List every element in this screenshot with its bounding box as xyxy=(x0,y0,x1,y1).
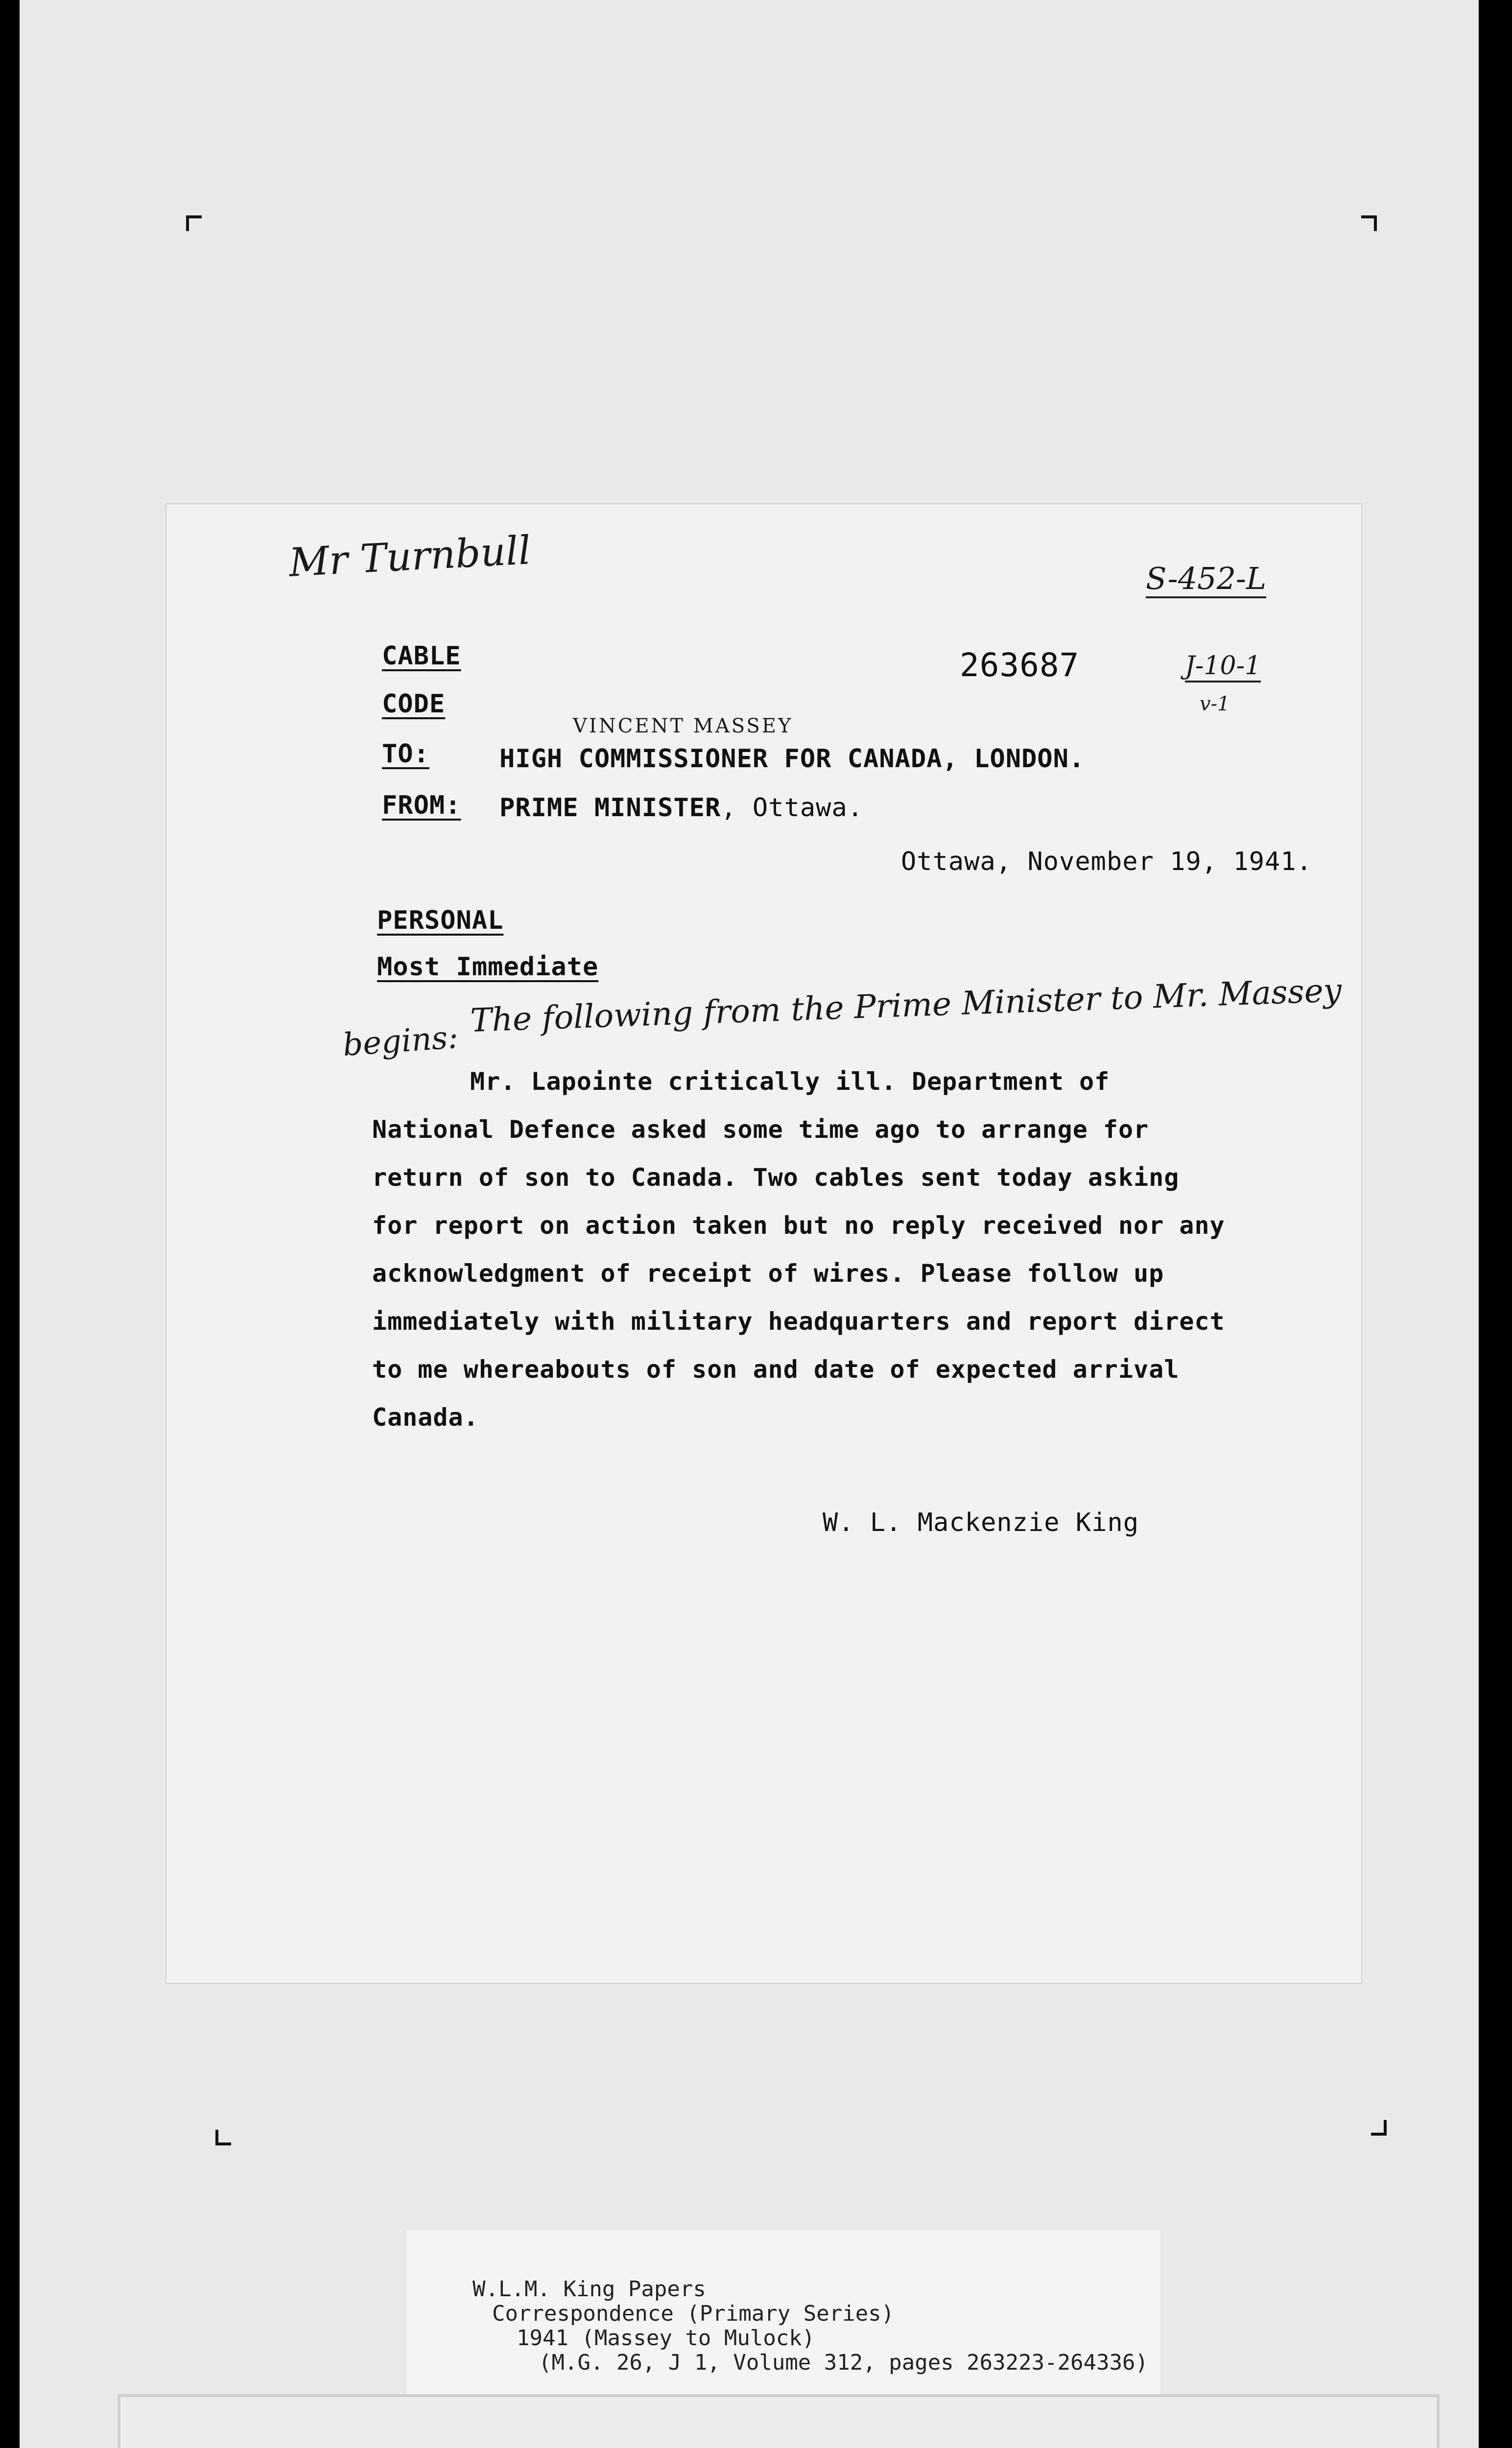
date-line: Ottawa, November 19, 1941. xyxy=(901,847,1312,876)
crop-mark-bottom-left xyxy=(215,2130,231,2145)
crop-mark-top-right xyxy=(1361,215,1377,231)
body-line-3: return of son to Canada. Two cables sent today asking xyxy=(372,1163,1180,1192)
finding-aid-range: 1941 (Massey to Mulock) xyxy=(517,2326,815,2351)
from-value xyxy=(499,793,863,823)
body-line-8: Canada. xyxy=(372,1403,479,1432)
handwritten-volume-reference: v-1 xyxy=(1200,693,1230,715)
body-line-6: immediately with military headquarters and report direct xyxy=(372,1307,1225,1336)
handwritten-insert: The following from the Prime Minister to Mr. Massey xyxy=(470,971,1343,1040)
finding-aid-collection: W.L.M. King Papers xyxy=(472,2277,706,2302)
handwritten-file-reference: S-452-L xyxy=(1146,561,1266,598)
body-line-2: National Defence asked some time ago to arrange for xyxy=(372,1115,1149,1144)
most-immediate-label: Most Immediate xyxy=(377,952,599,982)
body-line-7: to me whereabouts of son and date of expected arrival xyxy=(372,1355,1180,1384)
to-label: TO: xyxy=(382,739,429,769)
body-line-5: acknowledgment of receipt of wires. Please follow up xyxy=(372,1259,1164,1288)
document-number: 263687 xyxy=(960,646,1080,684)
handwritten-recipient-note: Mr Turnbull xyxy=(287,527,532,586)
to-value: HIGH COMMISSIONER FOR CANADA, LONDON. xyxy=(499,744,1085,774)
finding-aid-series: Correspondence (Primary Series) xyxy=(492,2301,895,2326)
public-archives-stamp xyxy=(118,2394,1440,2448)
finding-aid-reference: (M.G. 26, J 1, Volume 312, pages 263223-264336) xyxy=(539,2350,1149,2375)
body-line-4: for report on action taken but no reply received nor any xyxy=(372,1211,1225,1240)
crop-mark-top-left xyxy=(186,215,202,231)
finding-aid-label xyxy=(406,2230,1160,2406)
body-line-1: Mr. Lapointe critically ill. Department of xyxy=(470,1067,1110,1096)
handwritten-recipient-name: VINCENT MASSEY xyxy=(573,715,793,737)
from-place: , Ottawa. xyxy=(721,793,864,823)
handwritten-file-reference-2: J-10-1 xyxy=(1185,651,1261,683)
personal-label: PERSONAL xyxy=(377,906,504,935)
handwritten-begins: begins: xyxy=(341,1019,460,1064)
from-sender: PRIME MINISTER xyxy=(499,793,721,823)
code-label: CODE xyxy=(382,689,446,719)
cable-document xyxy=(166,504,1361,1983)
from-label: FROM: xyxy=(382,791,461,820)
crop-mark-bottom-right xyxy=(1371,2120,1387,2136)
signature: W. L. Mackenzie King xyxy=(823,1508,1139,1537)
cable-label: CABLE xyxy=(382,641,461,671)
